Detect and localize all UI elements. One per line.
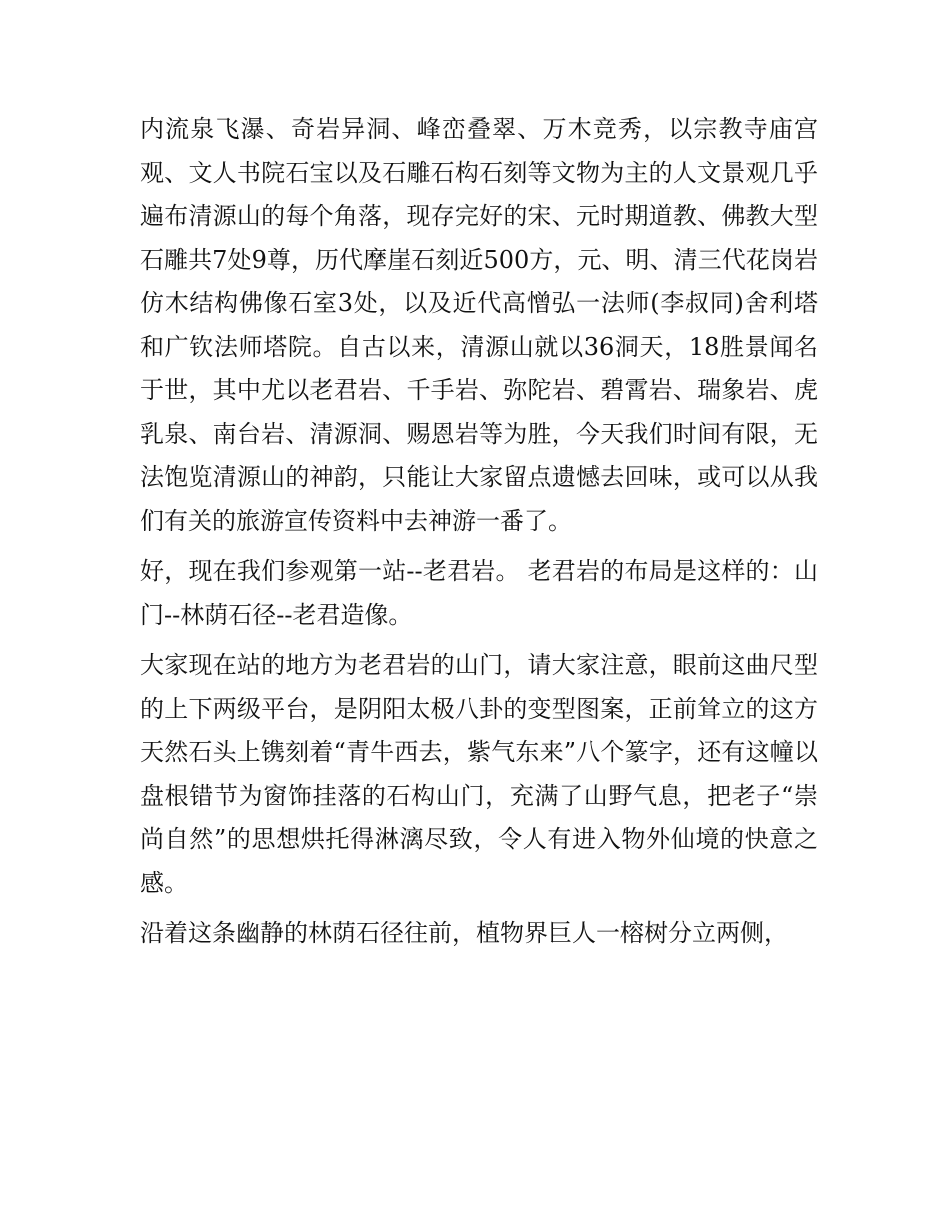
paragraph-first-stop: 好，现在我们参观第一站--老君岩。 老君岩的布局是这样的：山门--林荫石径--老君造像。 <box>140 557 818 629</box>
paragraph-stone-path: 沿着这条幽静的林荫石径往前，植物界巨人一榕树分立两侧， <box>140 919 788 947</box>
document-page <box>140 108 818 963</box>
paragraph-mountain-gate: 大家现在站的地方为老君岩的山门，请大家注意，眼前这曲尺型的上下两级平台，是阴阳太极八卦的变型图案，正前耸立的这方天然石头上镌刻着“青牛西去，紫气东来”八个篆字，还有这幢以盘根错节为窗饰挂落的石构山门，充满了山野气息，把老子“崇尚自然”的思想烘托得淋漓尽致，令人有进入物外仙境的快意之感。 <box>140 651 818 897</box>
paragraph-intro: 内流泉飞瀑、奇岩异洞、峰峦叠翠、万木竞秀，以宗教寺庙宫观、文人书院石宝以及石雕石构石刻等文物为主的人文景观几乎遍布清源山的每个角落，现存完好的宋、元时期道教、佛教大型石雕共7处9尊，历代摩崖石刻近500方，元、明、清三代花岗岩仿木结构佛像石室3处，以及近代高憎弘一法师(李叔同)舍利塔和广钦法师塔院。自古以来，清源山就以36洞天，18胜景闻名于世，其中尤以老君岩、千手岩、弥陀岩、碧霄岩、瑞象岩、虎乳泉、南台岩、清源洞、赐恩岩等为胜，今天我们时间有限，无法饱览清源山的神韵，只能让大家留点遗憾去回味，或可以从我们有关的旅游宣传资料中去神游一番了。 <box>140 115 818 535</box>
